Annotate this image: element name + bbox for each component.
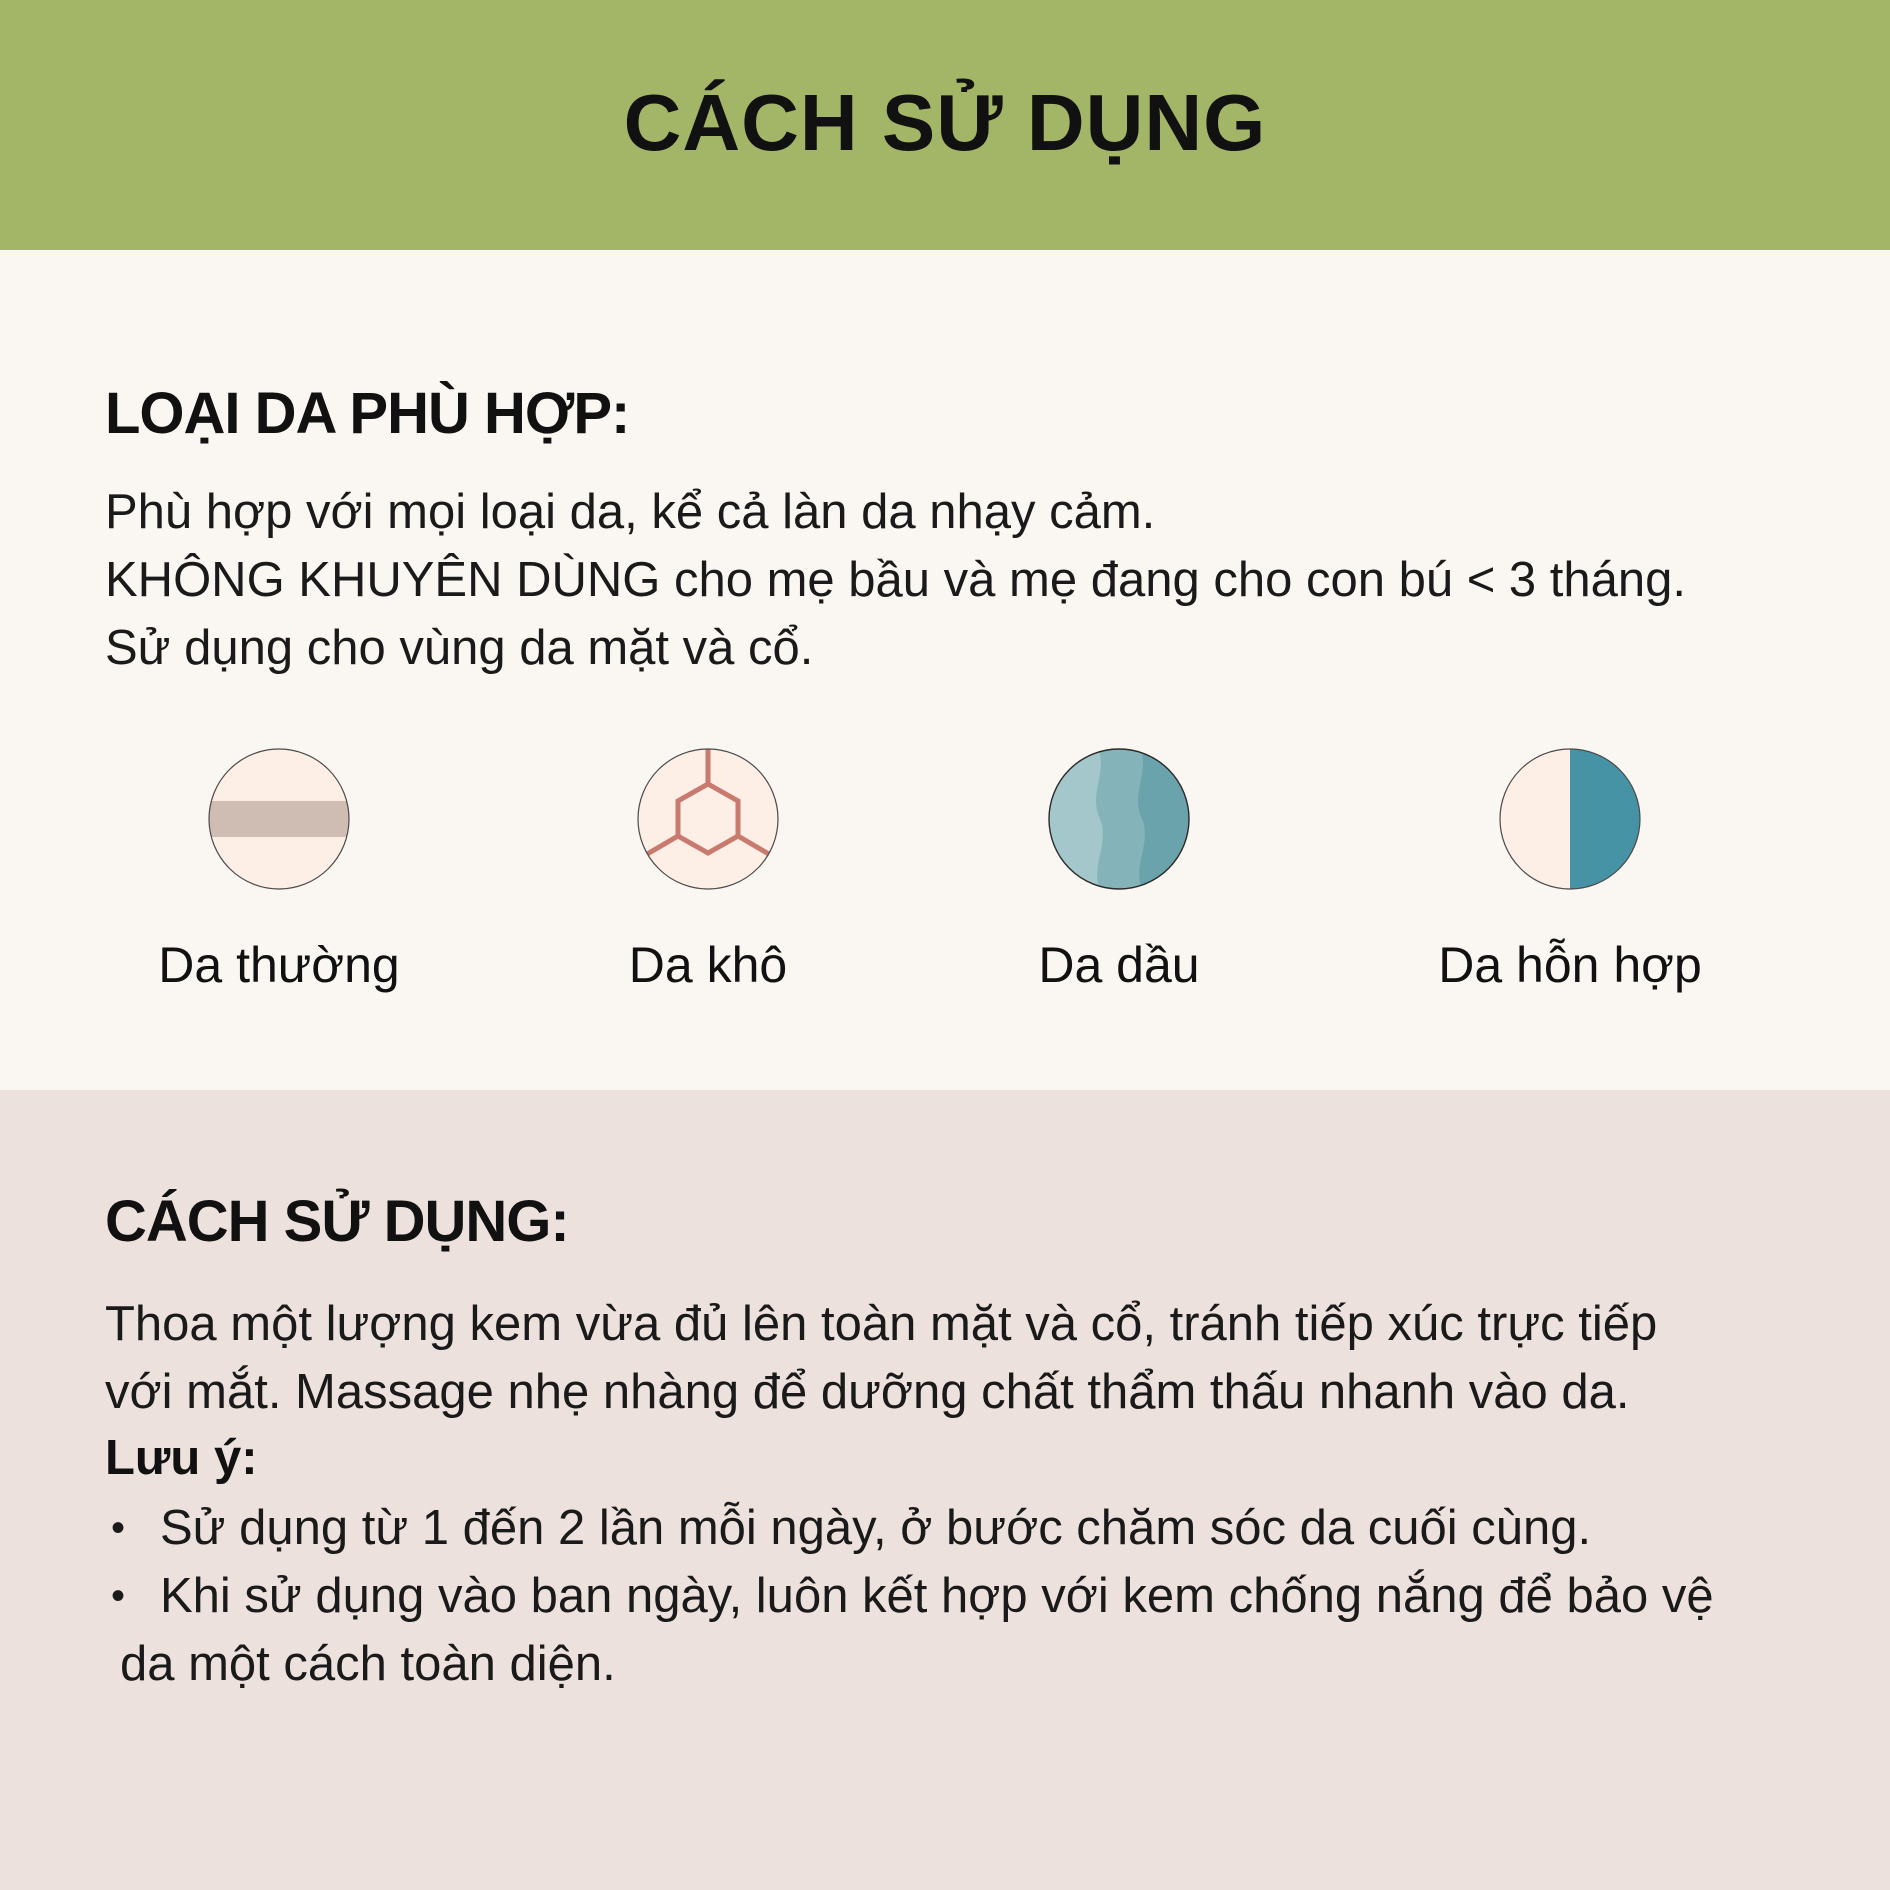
note-bullet-1 (105, 1494, 1714, 1562)
skin-type-normal (79, 748, 479, 994)
suitable-line-2: KHÔNG KHUYÊN DÙNG cho mẹ bầu và mẹ đang cho con bú < 3 tháng. (105, 553, 1687, 607)
bullet-dot-icon: • (111, 1574, 126, 1618)
note-label: Lưu ý: (105, 1431, 258, 1485)
skin-label-oily: Da dầu (1038, 937, 1200, 993)
note-bullet-list (105, 1494, 1714, 1698)
suitable-skin-title: LOẠI DA PHÙ HỢP: (105, 381, 630, 446)
oily-skin-icon (1048, 748, 1190, 890)
skin-types-row (0, 748, 1890, 1008)
skin-type-dry (508, 748, 908, 994)
usage-title: CÁCH SỬ DỤNG: (105, 1189, 569, 1254)
header-banner (0, 0, 1890, 250)
bullet-dot-icon: • (111, 1506, 126, 1550)
usage-line-1: Thoa một lượng kem vừa đủ lên toàn mặt và cổ, tránh tiếp xúc trực tiếp (105, 1297, 1658, 1351)
skin-label-combination: Da hỗn hợp (1438, 937, 1702, 993)
page-title: CÁCH SỬ DỤNG (623, 77, 1267, 167)
skin-type-combination (1370, 748, 1770, 994)
combination-skin-icon (1499, 748, 1641, 890)
normal-skin-icon (208, 748, 350, 890)
note-bullet-2-text: Khi sử dụng vào ban ngày, luôn kết hợp với kem chống nắng để bảo vệ (160, 1569, 1714, 1623)
suitable-line-3: Sử dụng cho vùng da mặt và cổ. (105, 621, 814, 675)
note-bullet-2-continuation: da một cách toàn diện. (120, 1637, 616, 1691)
note-bullet-2 (105, 1562, 1714, 1698)
dry-skin-icon (637, 748, 779, 890)
suitable-line-1: Phù hợp với mọi loại da, kể cả làn da nhạy cảm. (105, 485, 1156, 539)
skin-label-normal: Da thường (158, 937, 400, 993)
usage-section (0, 1090, 1890, 1890)
skin-label-dry: Da khô (628, 937, 788, 993)
note-bullet-1-text: Sử dụng từ 1 đến 2 lần mỗi ngày, ở bước chăm sóc da cuối cùng. (160, 1501, 1592, 1555)
skin-type-oily (919, 748, 1319, 994)
usage-line-2: với mắt. Massage nhẹ nhàng để dưỡng chất thẩm thấu nhanh vào da. (105, 1365, 1630, 1419)
